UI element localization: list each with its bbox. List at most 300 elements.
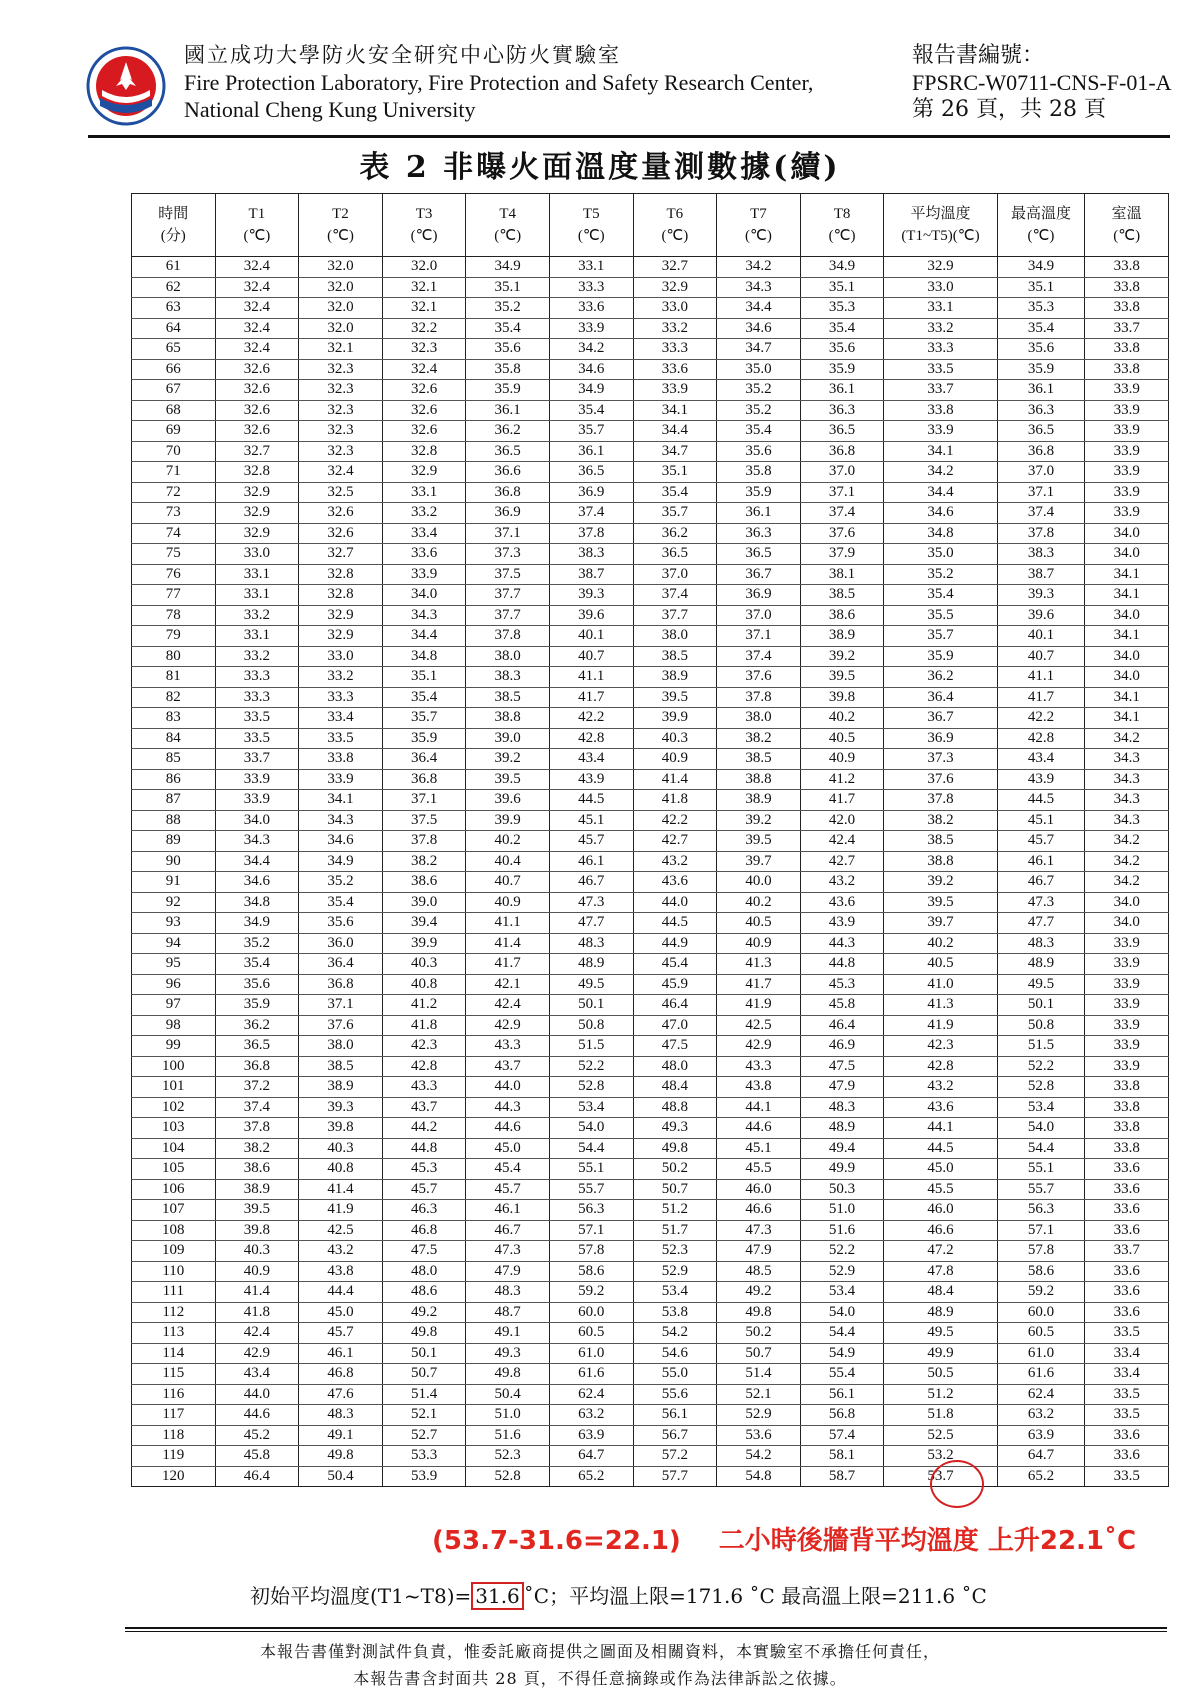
table-cell: 34.1 (1085, 708, 1169, 729)
table-cell: 37.8 (997, 523, 1085, 544)
table-cell: 49.3 (466, 1343, 550, 1364)
table-cell: 37.5 (466, 564, 550, 585)
table-cell: 40.3 (382, 954, 466, 975)
table-cell: 37.8 (215, 1118, 299, 1139)
column-header-line: T1 (248, 206, 266, 222)
table-cell: 48.4 (884, 1282, 997, 1303)
table-cell: 42.2 (997, 708, 1085, 729)
table-cell: 50.4 (466, 1384, 550, 1405)
table-cell: 33.8 (1085, 1138, 1169, 1159)
table-cell: 36.8 (466, 482, 550, 503)
table-cell: 61.6 (549, 1364, 633, 1385)
table-cell: 33.7 (1085, 1241, 1169, 1262)
table-cell: 42.9 (466, 1015, 550, 1036)
table-cell: 54.8 (717, 1466, 801, 1487)
table-cell: 98 (132, 1015, 216, 1036)
column-header (215, 194, 299, 257)
table-cell: 117 (132, 1405, 216, 1426)
table-cell: 33.8 (1085, 1118, 1169, 1139)
table-cell: 49.8 (633, 1138, 717, 1159)
table-cell: 62 (132, 277, 216, 298)
table-cell: 50.1 (997, 995, 1085, 1016)
table-cell: 33.5 (1085, 1323, 1169, 1344)
table-row (132, 892, 1169, 913)
table-cell: 32.3 (299, 380, 383, 401)
table-cell: 40.3 (215, 1241, 299, 1262)
table-row (132, 1015, 1169, 1036)
table-cell: 79 (132, 626, 216, 647)
table-row (132, 1036, 1169, 1057)
table-cell: 33.8 (1085, 339, 1169, 360)
table-cell: 55.1 (549, 1159, 633, 1180)
column-header-line: T6 (666, 206, 684, 222)
table-cell: 61.6 (997, 1364, 1085, 1385)
table-cell: 34.1 (1085, 585, 1169, 606)
table-cell: 33.3 (215, 687, 299, 708)
table-cell: 35.9 (382, 728, 466, 749)
table-cell: 47.3 (717, 1220, 801, 1241)
table-row (132, 318, 1169, 339)
table-cell: 59.2 (549, 1282, 633, 1303)
table-cell: 34.1 (1085, 626, 1169, 647)
table-cell: 35.9 (717, 482, 801, 503)
table-cell: 57.1 (549, 1220, 633, 1241)
table-cell: 54.4 (997, 1138, 1085, 1159)
table-cell: 33.9 (549, 318, 633, 339)
table-cell: 32.0 (299, 257, 383, 278)
table-cell: 53.3 (382, 1446, 466, 1467)
table-cell: 48.3 (549, 933, 633, 954)
table-cell: 40.9 (215, 1261, 299, 1282)
table-cell: 84 (132, 728, 216, 749)
table-row (132, 1425, 1169, 1446)
table-cell: 104 (132, 1138, 216, 1159)
table-cell: 58.6 (549, 1261, 633, 1282)
table-cell: 42.0 (800, 810, 884, 831)
table-cell: 44.9 (633, 933, 717, 954)
table-cell: 34.2 (1085, 728, 1169, 749)
table-cell: 34.9 (549, 380, 633, 401)
table-cell: 62.4 (997, 1384, 1085, 1405)
table-cell: 64.7 (997, 1446, 1085, 1467)
table-cell: 40.5 (717, 913, 801, 934)
table-cell: 40.4 (466, 851, 550, 872)
table-cell: 35.4 (633, 482, 717, 503)
table-cell: 37.7 (466, 605, 550, 626)
table-cell: 34.1 (299, 790, 383, 811)
table-cell: 37.1 (466, 523, 550, 544)
table-cell: 105 (132, 1159, 216, 1180)
table-cell: 63.9 (997, 1425, 1085, 1446)
table-cell: 50.1 (549, 995, 633, 1016)
table-cell: 55.7 (549, 1179, 633, 1200)
table-cell: 42.2 (633, 810, 717, 831)
table-cell: 40.8 (299, 1159, 383, 1180)
table-cell: 33.5 (215, 728, 299, 749)
column-header-line: 時間 (158, 206, 189, 222)
table-cell: 42.3 (382, 1036, 466, 1057)
table-cell: 52.1 (717, 1384, 801, 1405)
table-cell: 33.4 (1085, 1343, 1169, 1364)
table-cell: 33.9 (1085, 933, 1169, 954)
table-cell: 33.6 (1085, 1159, 1169, 1180)
table-cell: 39.5 (466, 769, 550, 790)
table-cell: 54.2 (717, 1446, 801, 1467)
table-cell: 34.9 (997, 257, 1085, 278)
table-cell: 56.1 (800, 1384, 884, 1405)
table-cell: 52.9 (800, 1261, 884, 1282)
table-cell: 33.9 (299, 769, 383, 790)
table-cell: 33.9 (1085, 1015, 1169, 1036)
table-cell: 35.4 (800, 318, 884, 339)
column-header (549, 194, 633, 257)
table-cell: 61.0 (997, 1343, 1085, 1364)
table-cell: 35.2 (215, 933, 299, 954)
table-cell: 32.8 (382, 441, 466, 462)
table-cell: 92 (132, 892, 216, 913)
table-cell: 52.1 (382, 1405, 466, 1426)
table-cell: 35.8 (717, 462, 801, 483)
table-cell: 36.3 (717, 523, 801, 544)
table-cell: 50.7 (382, 1364, 466, 1385)
table-cell: 50.5 (884, 1364, 997, 1385)
table-cell: 32.9 (215, 482, 299, 503)
table-row (132, 400, 1169, 421)
table-cell: 32.0 (299, 318, 383, 339)
table-cell: 36.0 (299, 933, 383, 954)
table-cell: 39.2 (466, 749, 550, 770)
table-cell: 49.2 (717, 1282, 801, 1303)
table-cell: 51.6 (800, 1220, 884, 1241)
table-cell: 34.4 (215, 851, 299, 872)
table-cell: 61 (132, 257, 216, 278)
table-cell: 33.6 (549, 298, 633, 319)
table-cell: 51.8 (884, 1405, 997, 1426)
table-cell: 48.3 (800, 1097, 884, 1118)
table-cell: 36.1 (800, 380, 884, 401)
table-cell: 38.6 (800, 605, 884, 626)
table-cell: 37.4 (215, 1097, 299, 1118)
table-cell: 45.7 (466, 1179, 550, 1200)
table-cell: 42.5 (717, 1015, 801, 1036)
table-cell: 32.9 (299, 605, 383, 626)
table-cell: 42.7 (633, 831, 717, 852)
table-cell: 120 (132, 1466, 216, 1487)
table-cell: 78 (132, 605, 216, 626)
table-cell: 33.4 (1085, 1364, 1169, 1385)
table-cell: 34.8 (215, 892, 299, 913)
lab-name-en-line1: Fire Protection Laboratory, Fire Protection and Safety Research Center, (184, 70, 814, 95)
table-cell: 45.0 (299, 1302, 383, 1323)
table-cell: 36.8 (382, 769, 466, 790)
table-cell: 33.7 (1085, 318, 1169, 339)
table-cell: 42.8 (382, 1056, 466, 1077)
table-row (132, 564, 1169, 585)
footer-line1: 本報告書僅對測試件負責，惟委託廠商提供之圖面及相關資料，本實驗室不承擔任何責任， (259, 1642, 940, 1661)
table-cell: 49.8 (466, 1364, 550, 1385)
table-cell: 46.6 (717, 1200, 801, 1221)
table-cell: 36.2 (633, 523, 717, 544)
table-cell: 47.0 (633, 1015, 717, 1036)
table-cell: 107 (132, 1200, 216, 1221)
table-cell: 40.2 (466, 831, 550, 852)
table-cell: 37.1 (299, 995, 383, 1016)
table-cell: 32.3 (299, 421, 383, 442)
table-cell: 46.1 (299, 1343, 383, 1364)
table-cell: 48.9 (997, 954, 1085, 975)
table-cell: 43.2 (800, 872, 884, 893)
table-cell: 41.4 (215, 1282, 299, 1303)
table-cell: 49.5 (884, 1323, 997, 1344)
column-header (299, 194, 383, 257)
table-cell: 52.2 (800, 1241, 884, 1262)
column-header-line: 最高溫度 (1010, 206, 1071, 222)
column-header-line: (℃) (577, 228, 605, 244)
table-row (132, 380, 1169, 401)
table-cell: 34.1 (884, 441, 997, 462)
table-cell: 34.7 (717, 339, 801, 360)
table-row (132, 1138, 1169, 1159)
table-cell: 55.7 (997, 1179, 1085, 1200)
table-cell: 34.3 (1085, 749, 1169, 770)
table-cell: 52.7 (382, 1425, 466, 1446)
table-cell: 32.2 (382, 318, 466, 339)
table-cell: 37.0 (997, 462, 1085, 483)
table-cell: 52.8 (466, 1466, 550, 1487)
table-cell: 33.2 (215, 646, 299, 667)
table-cell: 33.5 (299, 728, 383, 749)
table-cell: 35.2 (466, 298, 550, 319)
table-cell: 56.8 (800, 1405, 884, 1426)
table-cell: 43.9 (549, 769, 633, 790)
table-cell: 40.0 (717, 872, 801, 893)
table-cell: 46.4 (633, 995, 717, 1016)
table-cell: 40.1 (549, 626, 633, 647)
table-cell: 51.2 (633, 1200, 717, 1221)
table-cell: 34.1 (1085, 564, 1169, 585)
table-cell: 47.9 (717, 1241, 801, 1262)
table-cell: 41.4 (633, 769, 717, 790)
table-cell: 34.0 (1085, 913, 1169, 934)
table-cell: 37.3 (466, 544, 550, 565)
table-cell: 36.2 (215, 1015, 299, 1036)
table-cell: 45.0 (466, 1138, 550, 1159)
table-cell: 32.9 (215, 503, 299, 524)
table-cell: 33.9 (884, 421, 997, 442)
table-cell: 39.5 (633, 687, 717, 708)
table-cell: 109 (132, 1241, 216, 1262)
table-cell: 33.8 (1085, 359, 1169, 380)
table-cell: 35.1 (633, 462, 717, 483)
table-cell: 39.2 (884, 872, 997, 893)
table-cell: 32.9 (382, 462, 466, 483)
table-cell: 33.9 (633, 380, 717, 401)
table-cell: 50.7 (717, 1343, 801, 1364)
table-cell: 43.4 (215, 1364, 299, 1385)
table-cell: 35.4 (466, 318, 550, 339)
table-cell: 39.8 (299, 1118, 383, 1139)
table-cell: 64 (132, 318, 216, 339)
table-cell: 33.8 (1085, 298, 1169, 319)
table-cell: 57.2 (633, 1446, 717, 1467)
table-cell: 40.9 (717, 933, 801, 954)
table-cell: 35.4 (717, 421, 801, 442)
table-cell: 45.0 (884, 1159, 997, 1180)
table-cell: 33.1 (549, 257, 633, 278)
table-cell: 46.4 (800, 1015, 884, 1036)
column-header (382, 194, 466, 257)
table-cell: 34.0 (1085, 544, 1169, 565)
table-cell: 41.4 (299, 1179, 383, 1200)
table-cell: 32.3 (382, 339, 466, 360)
table-cell: 36.3 (997, 400, 1085, 421)
table-cell: 38.5 (884, 831, 997, 852)
table-cell: 33.1 (382, 482, 466, 503)
table-cell: 43.7 (382, 1097, 466, 1118)
table-cell: 38.8 (884, 851, 997, 872)
page-title: 表 2 非曝火面溫度量測數據(續) (359, 150, 841, 185)
table-cell: 36.7 (717, 564, 801, 585)
table-cell: 33.8 (299, 749, 383, 770)
table-cell: 32.7 (299, 544, 383, 565)
table-cell: 48.0 (633, 1056, 717, 1077)
table-cell: 54.0 (997, 1118, 1085, 1139)
table-cell: 33.7 (215, 749, 299, 770)
table-cell: 34.2 (884, 462, 997, 483)
table-cell: 46.7 (466, 1220, 550, 1241)
table-cell: 33.5 (1085, 1384, 1169, 1405)
table-cell: 32.3 (299, 400, 383, 421)
table-cell: 32.8 (215, 462, 299, 483)
table-row (132, 1179, 1169, 1200)
table-cell: 48.0 (382, 1261, 466, 1282)
table-cell: 45.4 (466, 1159, 550, 1180)
table-cell: 42.9 (215, 1343, 299, 1364)
table-cell: 44.0 (633, 892, 717, 913)
page-info: 第 26 頁，共 28 頁 (912, 97, 1106, 122)
table-cell: 42.4 (215, 1323, 299, 1344)
table-cell: 33.9 (215, 769, 299, 790)
table-cell: 37.0 (717, 605, 801, 626)
column-header (717, 194, 801, 257)
annotation-calc: (53.7-31.6=22.1) (432, 1526, 681, 1556)
table-cell: 32.6 (215, 359, 299, 380)
table-cell: 45.5 (884, 1179, 997, 1200)
table-cell: 38.2 (884, 810, 997, 831)
table-row (132, 667, 1169, 688)
table-cell: 41.8 (215, 1302, 299, 1323)
table-cell: 91 (132, 872, 216, 893)
table-cell: 39.4 (382, 913, 466, 934)
table-row (132, 1323, 1169, 1344)
table-cell: 33.6 (1085, 1302, 1169, 1323)
table-cell: 36.1 (549, 441, 633, 462)
table-cell: 36.8 (215, 1056, 299, 1077)
table-cell: 40.3 (299, 1138, 383, 1159)
column-header-line: (分) (160, 228, 186, 244)
table-cell: 73 (132, 503, 216, 524)
table-cell: 46.3 (382, 1200, 466, 1221)
table-cell: 45.3 (382, 1159, 466, 1180)
table-cell: 40.8 (382, 974, 466, 995)
table-cell: 97 (132, 995, 216, 1016)
table-cell: 63 (132, 298, 216, 319)
table-row (132, 1343, 1169, 1364)
table-cell: 33.2 (299, 667, 383, 688)
table-cell: 44.1 (884, 1118, 997, 1139)
table-cell: 32.0 (299, 298, 383, 319)
table-row (132, 790, 1169, 811)
table-cell: 34.2 (1085, 872, 1169, 893)
column-header-line: (℃) (327, 228, 354, 244)
table-cell: 58.7 (800, 1466, 884, 1487)
table-cell: 89 (132, 831, 216, 852)
table-cell: 43.8 (717, 1077, 801, 1098)
table-cell: 36.1 (717, 503, 801, 524)
table-cell: 34.4 (717, 298, 801, 319)
table-cell: 34.7 (633, 441, 717, 462)
table-cell: 44.3 (466, 1097, 550, 1118)
table-cell: 49.8 (717, 1302, 801, 1323)
table-cell: 50.2 (633, 1159, 717, 1180)
table-cell: 34.8 (884, 523, 997, 544)
table-cell: 34.4 (884, 482, 997, 503)
table-cell: 101 (132, 1077, 216, 1098)
table-cell: 37.8 (884, 790, 997, 811)
table-cell: 45.5 (717, 1159, 801, 1180)
table-cell: 41.9 (299, 1200, 383, 1221)
table-cell: 50.8 (549, 1015, 633, 1036)
table-cell: 45.8 (215, 1446, 299, 1467)
table-cell: 112 (132, 1302, 216, 1323)
column-header-line: T4 (499, 206, 516, 222)
table-cell: 52.9 (717, 1405, 801, 1426)
table-cell: 32.7 (215, 441, 299, 462)
table-cell: 44.8 (800, 954, 884, 975)
lab-name-en-line2: National Cheng Kung University (184, 97, 476, 122)
table-cell: 60.5 (549, 1323, 633, 1344)
table-cell: 35.4 (884, 585, 997, 606)
table-cell: 33.4 (382, 523, 466, 544)
table-cell: 38.5 (800, 585, 884, 606)
table-row (132, 933, 1169, 954)
table-cell: 52.8 (997, 1077, 1085, 1098)
table-cell: 114 (132, 1343, 216, 1364)
table-cell: 34.6 (299, 831, 383, 852)
table-cell: 41.7 (549, 687, 633, 708)
column-header-line: 室溫 (1111, 206, 1142, 222)
table-cell: 42.4 (466, 995, 550, 1016)
table-body (132, 257, 1169, 1487)
table-cell: 34.0 (1085, 667, 1169, 688)
table-cell: 35.1 (997, 277, 1085, 298)
table-cell: 42.3 (884, 1036, 997, 1057)
table-cell: 38.9 (800, 626, 884, 647)
table-cell: 39.6 (466, 790, 550, 811)
table-cell: 35.1 (800, 277, 884, 298)
table-cell: 40.7 (549, 646, 633, 667)
table-cell: 35.9 (466, 380, 550, 401)
table-cell: 115 (132, 1364, 216, 1385)
table-cell: 38.7 (549, 564, 633, 585)
table-cell: 44.1 (717, 1097, 801, 1118)
table-cell: 35.7 (884, 626, 997, 647)
column-header-line: (℃) (745, 228, 772, 244)
table-cell: 60.0 (997, 1302, 1085, 1323)
table-cell: 45.4 (633, 954, 717, 975)
table-cell: 34.0 (215, 810, 299, 831)
table-cell: 33.0 (884, 277, 997, 298)
